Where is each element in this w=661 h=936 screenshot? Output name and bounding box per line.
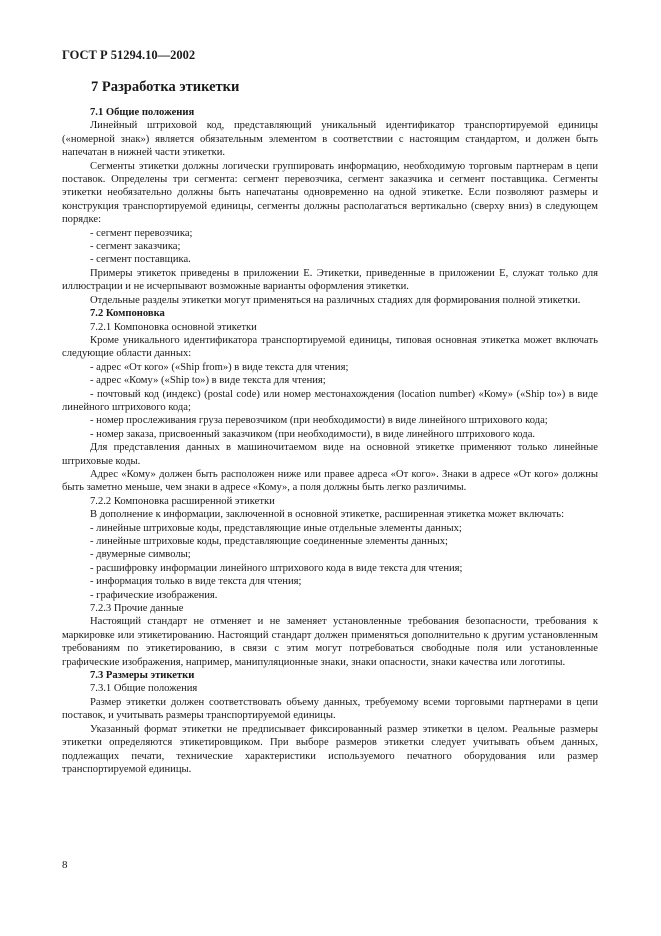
paragraph: Примеры этикеток приведены в приложении Е. Этикетки, приведенные в приложении Е, служат только для иллюстрации и не исчерпывают возможные варианты оформления этикетки. [62, 267, 598, 293]
list-item: - сегмент поставщика. [90, 254, 191, 266]
list-item: - номер заказа, присвоенный заказчиком (при необходимости), в виде линейного штрихового кода. [90, 428, 536, 440]
list-item: - графические изображения. [90, 589, 218, 601]
list-item: - двумерные символы; [90, 549, 191, 561]
clause-heading: 7.2.2 Компоновка расширенной этикетки [90, 495, 275, 507]
list-item: - сегмент перевозчика; [90, 227, 193, 239]
body-text [62, 106, 598, 776]
list-item: - расшифровку информации линейного штрихового кода в виде текста для чтения; [90, 562, 463, 574]
page-number: 8 [62, 859, 68, 871]
paragraph: Настоящий стандарт не отменяет и не заменяет установленные требования безопасности, требования к маркировке или этикетированию. Настоящий стандарт должен применяться дополнительно к другим установленным требованиям по этикетированию, в связи с этим могут потребоваться свободные поля или установленные графические изображения, например, манипуляционные знаки, знаки опасности, знаки качества или логотипы. [62, 616, 598, 668]
list-item: - адрес «От кого» («Ship from») в виде текста для чтения; [90, 361, 349, 373]
section-title: 7 Разработка этикетки [91, 79, 240, 95]
list-item: - линейные штриховые коды, представляющие соединенные элементы данных; [90, 536, 448, 547]
paragraph: Кроме уникального идентификатора транспортируемой единицы, типовая основная этикетка может включать следующие области данных: [62, 334, 598, 360]
paragraph: Размер этикетки должен соответствовать объему данных, требуемому всеми торговыми партнерами в цепи поставок, и учитывать размеры транспортируемой единицы. [62, 696, 598, 722]
subsection-heading: 7.1 Общие положения [90, 107, 195, 118]
list-item: - почтовый код (индекс) (postal code) или номер местонахождения (location number) «Кому» («Ship to») в виде линейного штрихового кода; [62, 388, 598, 413]
subsection-heading: 7.3 Размеры этикетки [90, 670, 195, 682]
paragraph: Указанный формат этикетки не предписывает фиксированный размер этикетки в целом. Реальные размеры этикетки определяются этикетировщиком. При выборе размеров этикетки следует учитывать объем данных, подлежащих печати, технические характеристики используемого печатного оборудования или размер транспортируемой единицы. [62, 723, 598, 775]
clause-heading: 7.2.1 Компоновка основной этикетки [90, 321, 257, 333]
paragraph: Адрес «Кому» должен быть расположен ниже или правее адреса «От кого». Знаки в адресе «От кого» должны быть заметно меньше, чем знаки в адресе «Кому», а поля должны быть легко различимы. [62, 468, 598, 494]
list-item: - сегмент заказчика; [90, 241, 181, 253]
list-item: - номер прослеживания груза перевозчиком (при необходимости) в виде линейного штрихового кода; [90, 415, 548, 427]
paragraph: В дополнение к информации, заключенной в основной этикетке, расширенная этикетка может включать: [90, 509, 565, 521]
subsection-heading: 7.2 Компоновка [90, 308, 165, 320]
list-item: - информация только в виде текста для чтения; [90, 576, 302, 588]
clause-heading: 7.3.1 Общие положения [90, 683, 198, 695]
paragraph: Сегменты этикетки должны логически группировать информацию, необходимую торговым партнерам в цепи поставок. Определены три сегмента: сегмент перевозчика, сегмент заказчика и сегмент поставщика. Сегменты этикетки необязательно должны быть напечатаны одновременно на одной этикетке. Если позволяют размеры и конструкция транспортируемой единицы, сегменты должны располагаться вертикально (сверху вниз) в следующем порядке: [62, 160, 598, 226]
paragraph: Линейный штриховой код, представляющий уникальный идентификатор транспортируемой единицы («номерной знак») является обязательным элементом в соответствии с настоящим стандартом, и должен быть напечатан в нижней части этикетки. [62, 120, 598, 159]
paragraph: Отдельные разделы этикетки могут применяться на различных стадиях для формирования полной этикетки. [90, 294, 581, 306]
paragraph: Для представления данных в машиночитаемом виде на основной этикетке применяют только линейные штриховые коды. [62, 442, 598, 467]
clause-heading: 7.2.3 Прочие данные [90, 603, 184, 615]
list-item: - адрес «Кому» («Ship to») в виде текста для чтения; [90, 375, 326, 387]
list-item: - линейные штриховые коды, представляющие иные отдельные элементы данных; [90, 522, 462, 534]
document-code: ГОСТ Р 51294.10—2002 [62, 48, 196, 62]
